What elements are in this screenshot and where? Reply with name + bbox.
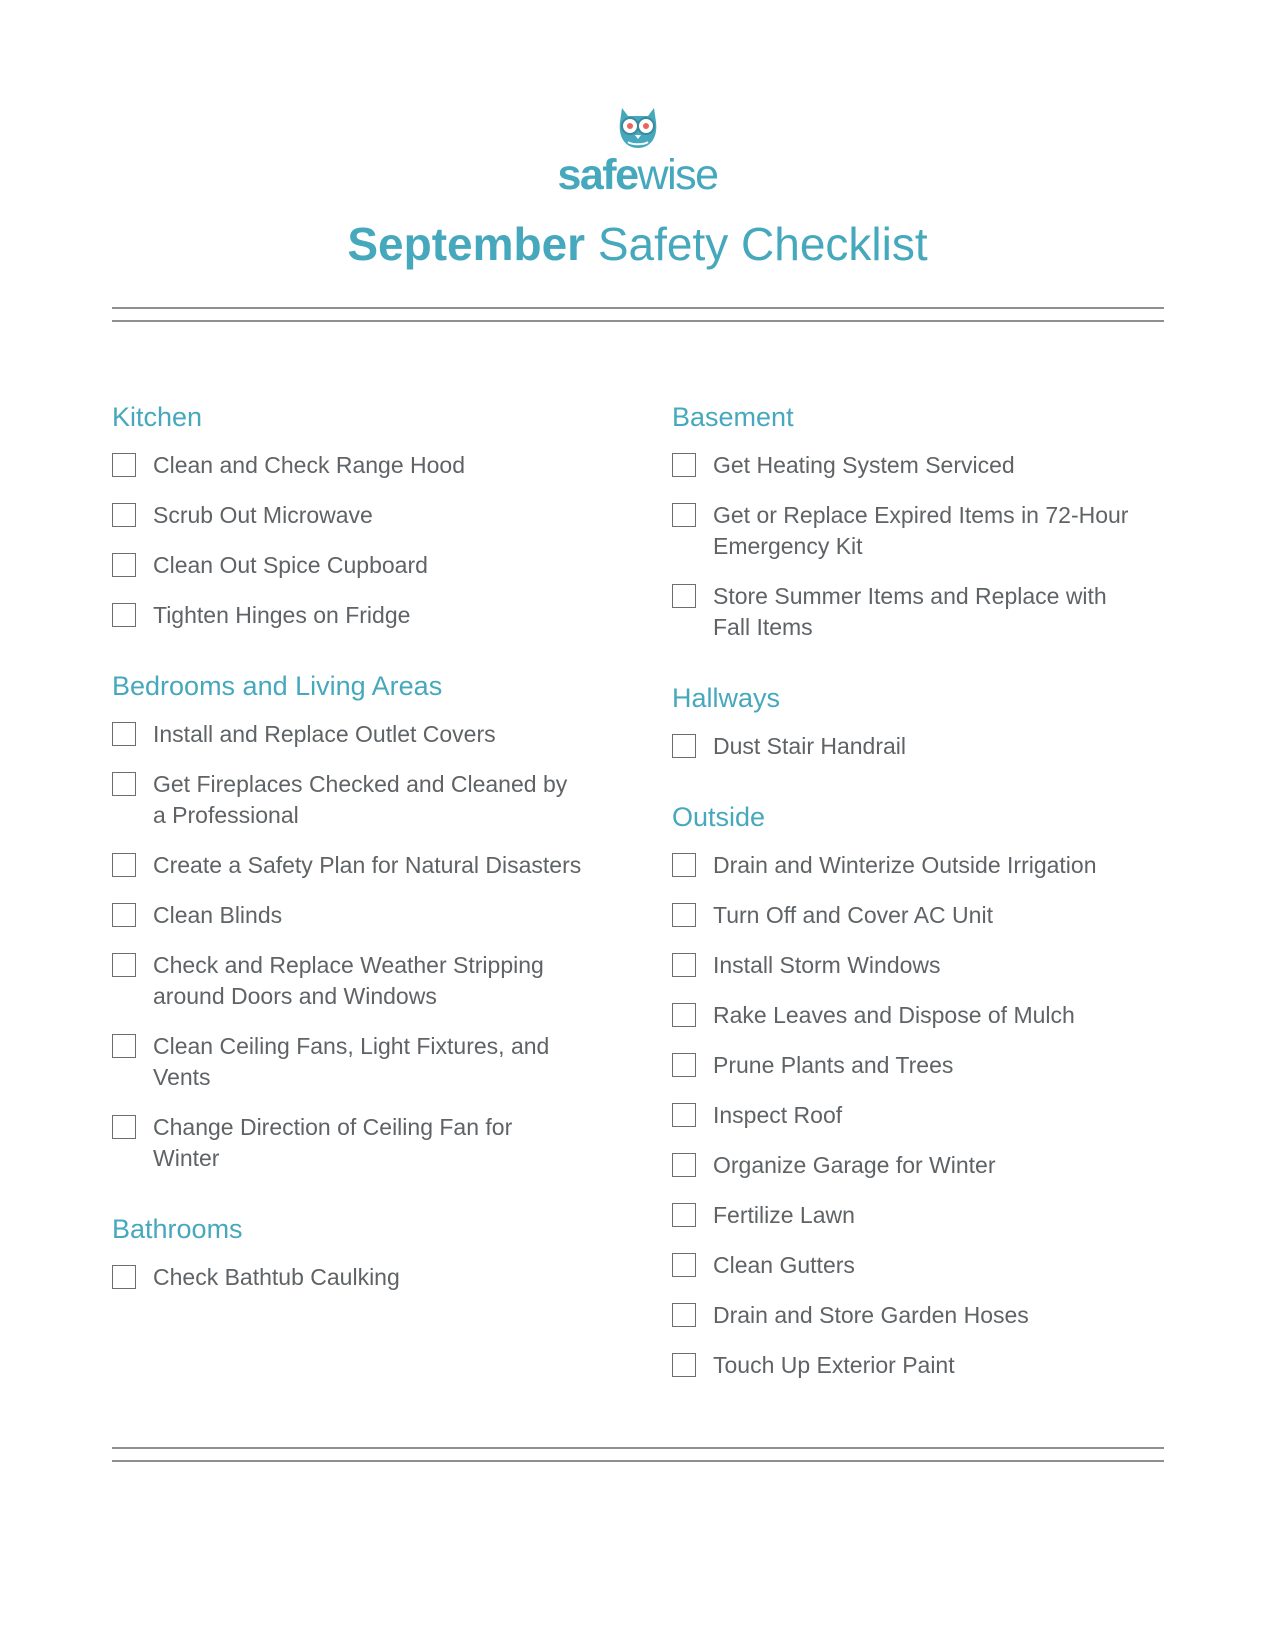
section-bathrooms <box>112 1212 612 1293</box>
owl-icon <box>616 104 660 152</box>
checklist-item <box>112 500 612 531</box>
section-hallways <box>672 681 1172 762</box>
checklist-item <box>672 1000 1172 1031</box>
checklist-item <box>672 1150 1172 1181</box>
checkbox[interactable] <box>112 603 136 627</box>
checklist-item-label: Prune Plants and Trees <box>713 1052 954 1078</box>
checklist-item-label: Drain and Winterize Outside Irrigation <box>713 852 1097 878</box>
wordmark-safe: safe <box>557 151 638 199</box>
checklist-item-label: Touch Up Exterior Paint <box>713 1352 955 1378</box>
checkbox[interactable] <box>112 1115 136 1139</box>
checklist-item-label: Check and Replace Weather Stripping around Doors and Windows <box>153 952 544 1009</box>
section-heading: Bedrooms and Living Areas <box>112 671 443 701</box>
checklist-item-label: Scrub Out Microwave <box>153 502 373 528</box>
checkbox[interactable] <box>672 1353 696 1377</box>
checklist-item-label: Clean Out Spice Cupboard <box>153 552 428 578</box>
checkbox[interactable] <box>672 503 696 527</box>
checklist-item-label: Clean Ceiling Fans, Light Fixtures, and Vents <box>153 1033 550 1090</box>
checkbox[interactable] <box>672 903 696 927</box>
divider-top-2 <box>112 320 1164 322</box>
checkbox[interactable] <box>112 453 136 477</box>
checklist-item-label: Install Storm Windows <box>713 952 941 978</box>
checkbox[interactable] <box>112 772 136 796</box>
checklist-item <box>112 769 612 831</box>
checkbox[interactable] <box>112 722 136 746</box>
checkbox[interactable] <box>672 853 696 877</box>
checkbox[interactable] <box>112 853 136 877</box>
checklist-item <box>672 900 1172 931</box>
checkbox[interactable] <box>672 1153 696 1177</box>
title-rest: Safety Checklist <box>585 218 928 270</box>
section-heading: Basement <box>672 402 794 432</box>
checklist-item <box>672 731 1172 762</box>
checklist-item <box>672 1250 1172 1281</box>
checkbox[interactable] <box>672 1253 696 1277</box>
checklist-item <box>112 1112 612 1174</box>
checklist-item-label: Tighten Hinges on Fridge <box>153 602 411 628</box>
checkbox[interactable] <box>112 1265 136 1289</box>
checklist-item <box>672 1350 1172 1381</box>
checklist-item <box>672 1300 1172 1331</box>
checklist-item-label: Rake Leaves and Dispose of Mulch <box>713 1002 1075 1028</box>
checklist-item <box>112 450 612 481</box>
page-title <box>0 216 1275 272</box>
checklist-item <box>112 600 612 631</box>
section-heading: Outside <box>672 802 766 832</box>
checklist-item-label: Store Summer Items and Replace with Fall Items <box>713 583 1107 640</box>
checklist-item-label: Get Heating System Serviced <box>713 452 1015 478</box>
checkbox[interactable] <box>112 903 136 927</box>
checklist-item-label: Create a Safety Plan for Natural Disasters <box>153 852 582 878</box>
checklist-item-label: Change Direction of Ceiling Fan for Winter <box>153 1114 513 1171</box>
checklist-item-label: Clean Blinds <box>153 902 283 928</box>
checklist-item-label: Clean Gutters <box>713 1252 855 1278</box>
divider-top-1 <box>112 307 1164 309</box>
checklist-item-label: Drain and Store Garden Hoses <box>713 1302 1029 1328</box>
checklist-item <box>672 950 1172 981</box>
divider-bottom-1 <box>112 1447 1164 1449</box>
checklist-item <box>112 550 612 581</box>
checkbox[interactable] <box>672 584 696 608</box>
section-bedrooms-and-living-areas <box>112 669 612 1174</box>
checklist-item-label: Check Bathtub Caulking <box>153 1264 400 1290</box>
checklist-item-label: Organize Garage for Winter <box>713 1152 996 1178</box>
checklist-item <box>672 1100 1172 1131</box>
checklist-item-label: Get or Replace Expired Items in 72-Hour Emergency Kit <box>713 502 1129 559</box>
wordmark-wise: wise <box>637 151 718 199</box>
checklist-item-label: Dust Stair Handrail <box>713 733 907 759</box>
checklist-item <box>672 850 1172 881</box>
checkbox[interactable] <box>112 553 136 577</box>
checklist-item <box>672 1050 1172 1081</box>
checkbox[interactable] <box>672 953 696 977</box>
checklist-item-label: Turn Off and Cover AC Unit <box>713 902 993 928</box>
title-month: September <box>347 218 586 270</box>
safewise-logo <box>0 104 1275 198</box>
checkbox[interactable] <box>672 734 696 758</box>
checklist-item <box>672 450 1172 481</box>
checklist-item <box>112 850 612 881</box>
safewise-wordmark <box>0 152 1275 198</box>
checklist-item <box>112 950 612 1012</box>
checklist-item <box>672 581 1172 643</box>
checklist-item <box>672 500 1172 562</box>
checkbox[interactable] <box>672 1053 696 1077</box>
checklist-item <box>112 719 612 750</box>
checkbox[interactable] <box>112 953 136 977</box>
checkbox[interactable] <box>112 1034 136 1058</box>
section-kitchen <box>112 400 612 631</box>
right-column <box>672 400 1172 1419</box>
checkbox[interactable] <box>112 503 136 527</box>
checkbox[interactable] <box>672 1203 696 1227</box>
section-basement <box>672 400 1172 643</box>
left-column <box>112 400 612 1331</box>
checklist-item <box>672 1200 1172 1231</box>
section-heading: Bathrooms <box>112 1214 243 1244</box>
checklist-item-label: Clean and Check Range Hood <box>153 452 465 478</box>
divider-bottom-2 <box>112 1460 1164 1462</box>
checkbox[interactable] <box>672 1003 696 1027</box>
section-outside <box>672 800 1172 1381</box>
checkbox[interactable] <box>672 453 696 477</box>
checkbox[interactable] <box>672 1103 696 1127</box>
section-heading: Kitchen <box>112 402 203 432</box>
checklist-item <box>112 1031 612 1093</box>
checkbox[interactable] <box>672 1303 696 1327</box>
checklist-item-label: Install and Replace Outlet Covers <box>153 721 496 747</box>
section-heading: Hallways <box>672 683 781 713</box>
checklist-item <box>112 1262 612 1293</box>
checklist-item-label: Get Fireplaces Checked and Cleaned by a Professional <box>153 771 568 828</box>
checklist-item-label: Fertilize Lawn <box>713 1202 855 1228</box>
checklist-item <box>112 900 612 931</box>
checklist-item-label: Inspect Roof <box>713 1102 843 1128</box>
